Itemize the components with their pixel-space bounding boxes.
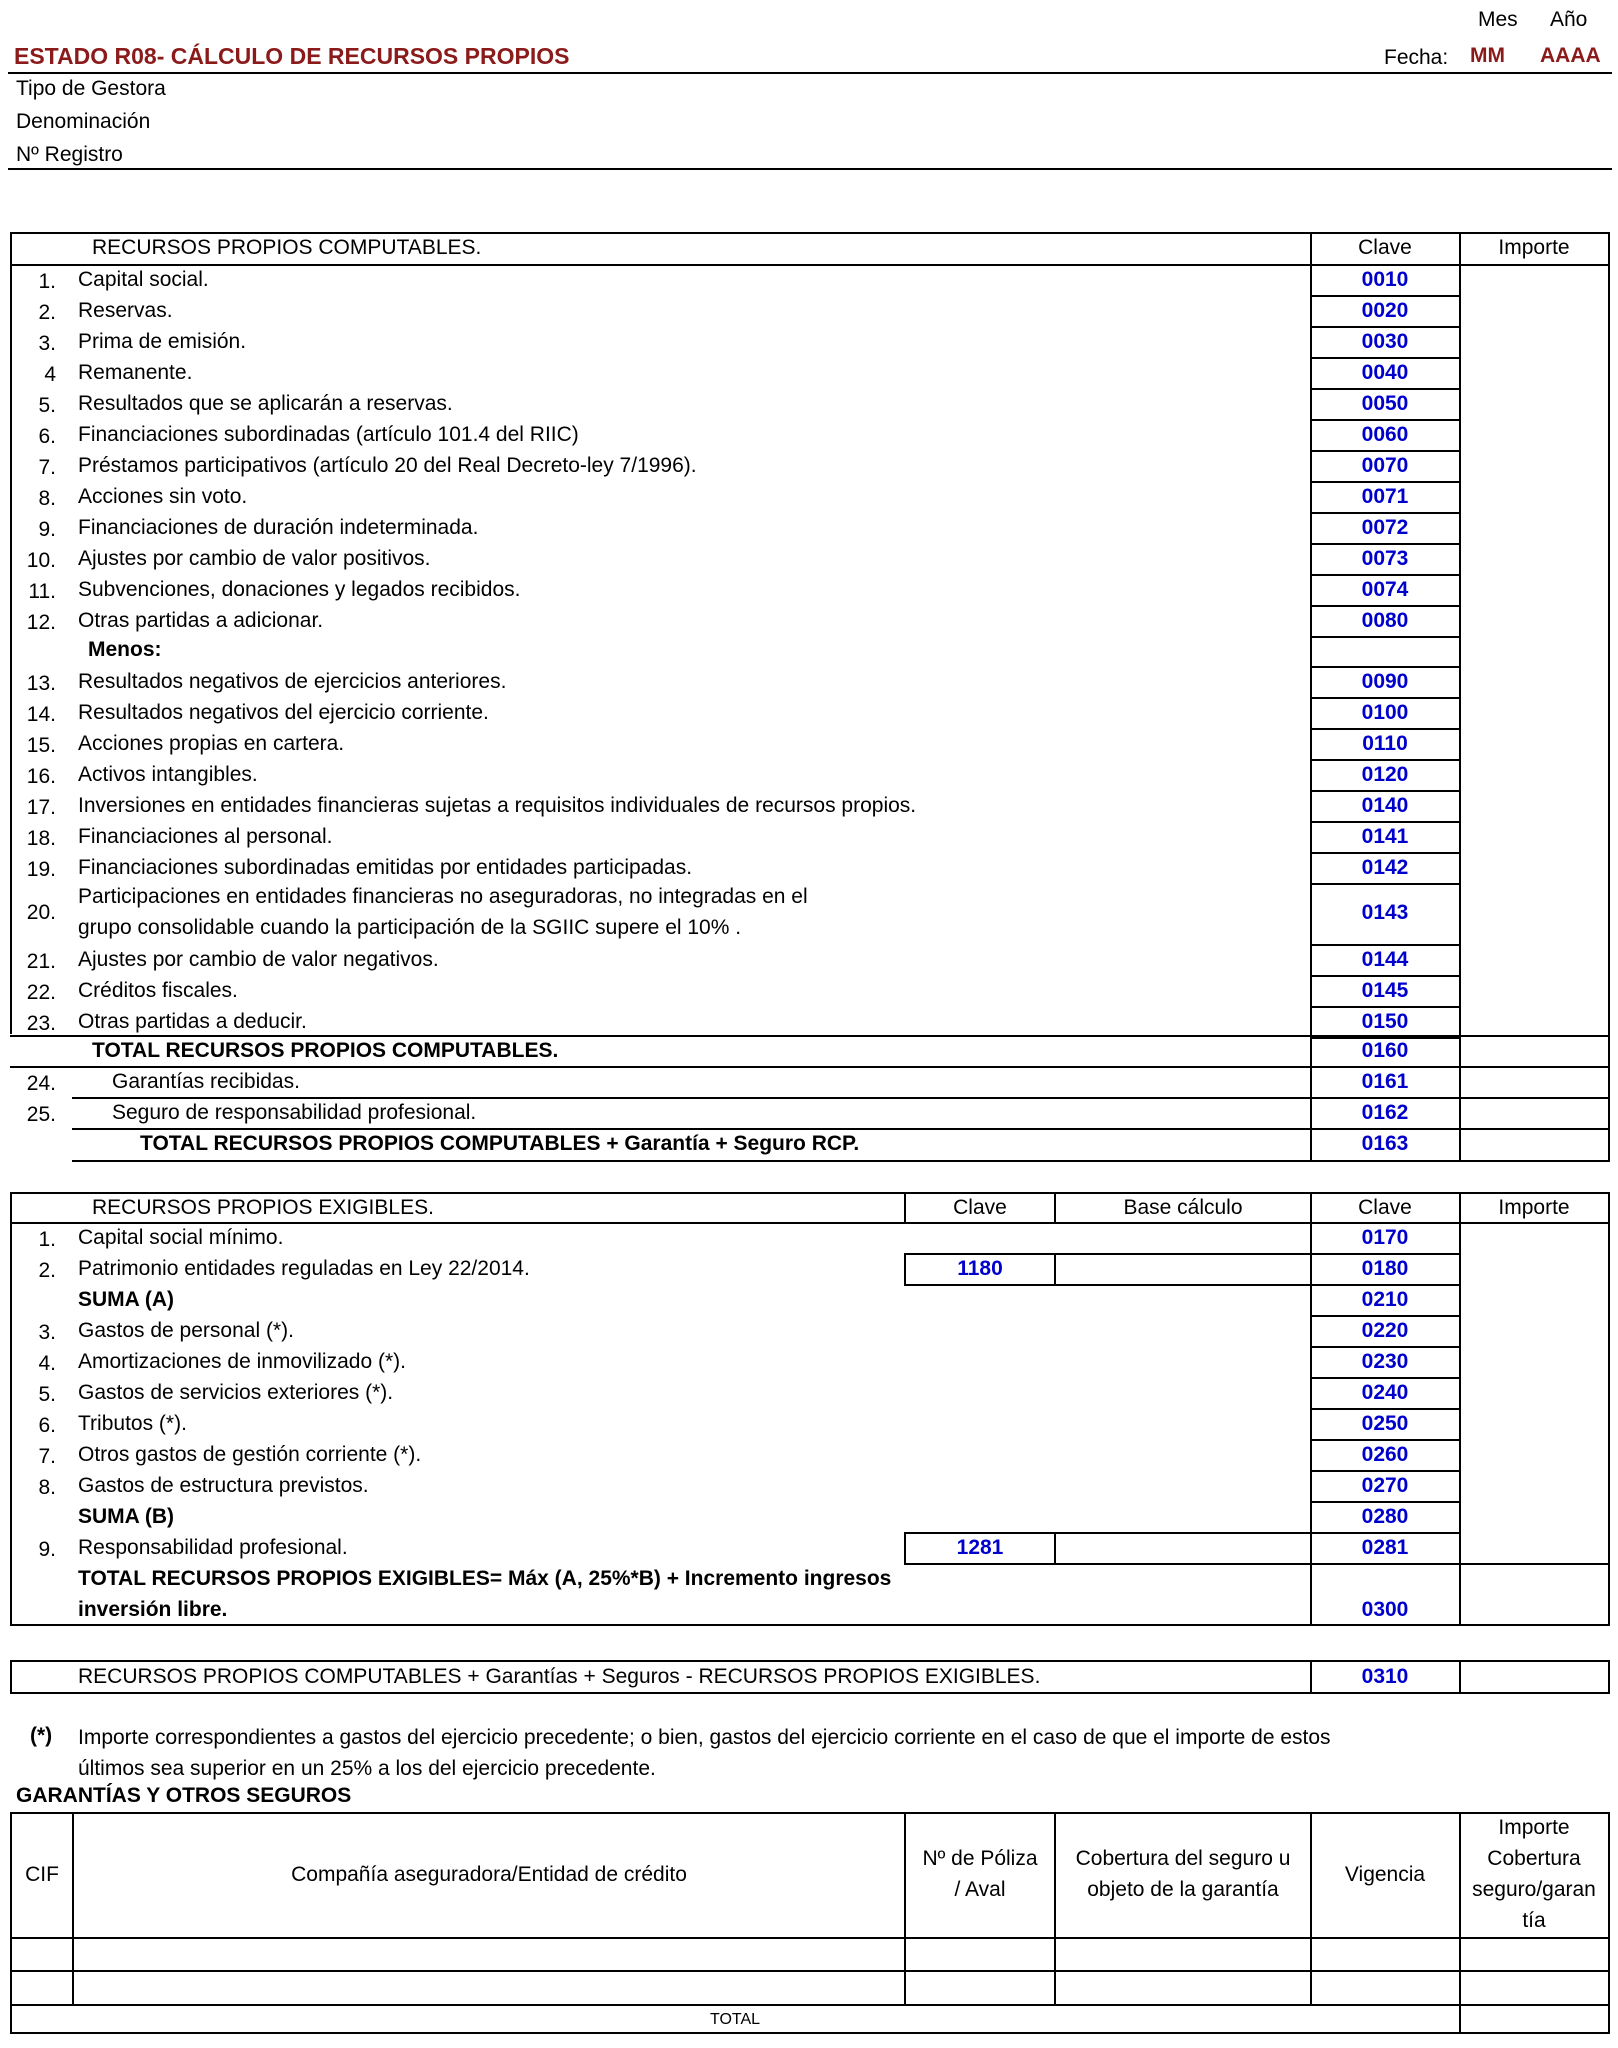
- row-divider: [1310, 388, 1460, 390]
- col-cobertura-2: objeto de la garantía: [1087, 1878, 1279, 1901]
- row-number: 6.: [38, 1414, 56, 1437]
- row-divider: [1310, 1377, 1460, 1379]
- row-number: 14.: [26, 703, 56, 726]
- row-divider: [1310, 759, 1460, 761]
- garantias-total-label: TOTAL: [709, 2011, 761, 2028]
- row-code: 0150: [1361, 1010, 1409, 1033]
- mes-label: Mes: [1478, 8, 1518, 31]
- row-number: 9.: [38, 518, 56, 541]
- code-0163: 0163: [1361, 1132, 1409, 1155]
- menos-label: Menos:: [88, 638, 162, 661]
- row-label: Financiaciones subordinadas emitidas por entidades participadas.: [78, 856, 693, 879]
- garantias-title: GARANTÍAS Y OTROS SEGUROS: [16, 1784, 352, 1807]
- row-divider: [1310, 883, 1460, 885]
- row-label: Otras partidas a deducir.: [78, 1010, 307, 1033]
- row-number: 3.: [38, 1321, 56, 1344]
- row-label: Otras partidas a adicionar.: [78, 609, 324, 632]
- row-code: 0110: [1362, 732, 1408, 755]
- row-label: Resultados que se aplicarán a reservas.: [78, 392, 453, 415]
- row-divider: [1310, 419, 1460, 421]
- row-code: 0070: [1361, 454, 1409, 477]
- row-label: Ajustes por cambio de valor negativos.: [78, 948, 439, 971]
- total-computables-label: TOTAL RECURSOS PROPIOS COMPUTABLES.: [92, 1039, 559, 1062]
- row-label: Reservas.: [78, 299, 173, 322]
- row-label: Acciones sin voto.: [78, 485, 248, 508]
- fecha-label: Fecha:: [1384, 46, 1449, 69]
- code-0310: 0310: [1361, 1665, 1409, 1688]
- col-importe-4: tía: [1522, 1909, 1546, 1932]
- col-importe-1: Importe: [1498, 1816, 1570, 1839]
- row-code: 0030: [1361, 330, 1409, 353]
- row-divider: [1310, 574, 1460, 576]
- row-code: 0060: [1361, 423, 1409, 446]
- row25-label: Seguro de responsabilidad profesional.: [112, 1101, 477, 1124]
- title-divider: [8, 72, 1612, 74]
- row-code: 0074: [1361, 578, 1409, 601]
- row-number: 7.: [38, 1445, 56, 1468]
- col-cobertura-1: Cobertura del seguro u: [1075, 1847, 1291, 1870]
- row-number: 18.: [26, 827, 56, 850]
- code-0300: 0300: [1361, 1598, 1409, 1621]
- col-importe-2: Cobertura: [1487, 1847, 1581, 1870]
- code-0280: 0280: [1361, 1505, 1409, 1528]
- code-0143: 0143: [1361, 901, 1409, 924]
- row-label: Prima de emisión.: [78, 330, 247, 353]
- row-number: 16.: [26, 765, 56, 788]
- row20-line1: Participaciones en entidades financieras no aseguradoras, no integradas en el: [78, 885, 808, 908]
- row-label: Financiaciones al personal.: [78, 825, 333, 848]
- row-code: 0145: [1361, 979, 1409, 1002]
- row-code: 0220: [1361, 1319, 1409, 1342]
- row20-line2: grupo consolidable cuando la participación de la SGIIC supere el 10% .: [78, 916, 742, 939]
- registro-label: Nº Registro: [16, 143, 123, 166]
- row-label: Ajustes por cambio de valor positivos.: [78, 547, 431, 570]
- garantias-frame: [10, 1812, 1610, 2034]
- exigibles-clave2-header: Clave: [1358, 1196, 1412, 1219]
- row-label: Gastos de estructura previstos.: [78, 1474, 369, 1497]
- diferencia-label: RECURSOS PROPIOS COMPUTABLES + Garantías + Seguros - RECURSOS PROPIOS EXIGIBLES.: [78, 1665, 1041, 1688]
- row-label: Financiaciones subordinadas (artículo 101.4 del RIIC): [78, 423, 579, 446]
- row-divider: [1310, 295, 1460, 297]
- row-divider: [1310, 605, 1460, 607]
- row-code: 0144: [1361, 948, 1409, 971]
- code-1180: 1180: [957, 1257, 1003, 1280]
- row-number: 7.: [38, 456, 56, 479]
- row-divider: [1310, 1470, 1460, 1472]
- row-number: 4: [44, 363, 56, 386]
- suma-a-label: SUMA (A): [78, 1288, 175, 1311]
- row-code: 0270: [1361, 1474, 1409, 1497]
- row-divider: [1310, 821, 1460, 823]
- row-number: 17.: [26, 796, 56, 819]
- row-number: 10.: [26, 549, 56, 572]
- row-divider: [1310, 357, 1460, 359]
- row-number: 5.: [38, 1383, 56, 1406]
- row-label: Gastos de personal (*).: [78, 1319, 294, 1342]
- row-label: Otros gastos de gestión corriente (*).: [78, 1443, 422, 1466]
- row-label: Subvenciones, donaciones y legados recibidos.: [78, 578, 521, 601]
- row-number: 15.: [26, 734, 56, 757]
- row-code: 0040: [1361, 361, 1409, 384]
- row-code: 0080: [1361, 609, 1409, 632]
- row-divider: [1310, 697, 1460, 699]
- row-code: 0020: [1361, 299, 1409, 322]
- col-vigencia: Vigencia: [1344, 1863, 1426, 1886]
- row-label: Amortizaciones de inmovilizado (*).: [78, 1350, 406, 1373]
- row-number: 21.: [26, 950, 56, 973]
- row-label: Tributos (*).: [78, 1412, 187, 1435]
- row-divider: [1310, 481, 1460, 483]
- base-calculo-header: Base cálculo: [1123, 1196, 1243, 1219]
- row-number: 19.: [26, 858, 56, 881]
- row-label: Gastos de servicios exteriores (*).: [78, 1381, 394, 1404]
- code-0162: 0162: [1361, 1101, 1409, 1124]
- code-0180: 0180: [1361, 1257, 1409, 1280]
- anio-label: Año: [1550, 8, 1588, 31]
- row-divider: [1310, 636, 1460, 638]
- code-0170: 0170: [1361, 1226, 1409, 1249]
- row-number: 1.: [38, 270, 56, 293]
- row-number: 3.: [38, 332, 56, 355]
- row-divider: [1310, 512, 1460, 514]
- exig-row1-label: Capital social mínimo.: [78, 1226, 284, 1249]
- mes-value[interactable]: MM: [1470, 44, 1505, 67]
- row-code: 0072: [1361, 516, 1409, 539]
- total2-label: TOTAL RECURSOS PROPIOS COMPUTABLES + Garantía + Seguro RCP.: [140, 1132, 860, 1155]
- row-code: 0230: [1361, 1350, 1409, 1373]
- row-number: 22.: [26, 981, 56, 1004]
- row-divider: [1310, 790, 1460, 792]
- row-number: 6.: [38, 425, 56, 448]
- row-code: 0250: [1361, 1412, 1409, 1435]
- row24-label: Garantías recibidas.: [112, 1070, 300, 1093]
- suma-b-label: SUMA (B): [78, 1505, 175, 1528]
- anio-value[interactable]: AAAA: [1540, 44, 1601, 67]
- row-code: 0140: [1361, 794, 1409, 817]
- row-divider: [1310, 326, 1460, 328]
- row-code: 0100: [1361, 701, 1409, 724]
- exig-row9-label: Responsabilidad profesional.: [78, 1536, 348, 1559]
- code-0281: 0281: [1361, 1536, 1409, 1559]
- row-number: 5.: [38, 394, 56, 417]
- row-divider: [1310, 852, 1460, 854]
- total-exigibles-line2: inversión libre.: [78, 1598, 228, 1621]
- row-code: 0120: [1361, 763, 1409, 786]
- row-code: 0260: [1361, 1443, 1409, 1466]
- col-compania: Compañía aseguradora/Entidad de crédito: [291, 1863, 687, 1886]
- row-code: 0010: [1361, 268, 1409, 291]
- row-label: Activos intangibles.: [78, 763, 258, 786]
- nota-line2: últimos sea superior en un 25% a los del ejercicio precedente.: [78, 1757, 656, 1780]
- page-title: ESTADO R08- CÁLCULO DE RECURSOS PROPIOS: [14, 43, 570, 69]
- col-cif: CIF: [25, 1863, 59, 1886]
- exigibles-title: RECURSOS PROPIOS EXIGIBLES.: [92, 1196, 434, 1219]
- code-0210: 0210: [1361, 1288, 1409, 1311]
- exig-row2-label: Patrimonio entidades reguladas en Ley 22/2014.: [78, 1257, 530, 1280]
- row-divider: [1310, 975, 1460, 977]
- row-code: 0141: [1361, 825, 1409, 848]
- row-code: 0071: [1361, 485, 1409, 508]
- code-0161: 0161: [1361, 1070, 1409, 1093]
- col-poliza-1: Nº de Póliza: [922, 1847, 1038, 1870]
- row-label: Préstamos participativos (artículo 20 del Real Decreto-ley 7/1996).: [78, 454, 697, 477]
- clave-header: Clave: [1358, 236, 1412, 259]
- row-number: 13.: [26, 672, 56, 695]
- row-code: 0073: [1361, 547, 1409, 570]
- row-divider: [1310, 1501, 1460, 1503]
- row-code: 0240: [1361, 1381, 1409, 1404]
- exigibles-clave-header: Clave: [953, 1196, 1007, 1219]
- row-number: 8.: [38, 487, 56, 510]
- row-label: Inversiones en entidades financieras sujetas a requisitos individuales de recursos propios.: [78, 794, 917, 817]
- form-page: Mes Año ESTADO R08- CÁLCULO DE RECURSOS PROPIOS Fecha: MM AAAA Tipo de Gestora Denominación Nº Registro RECURSOS PROPIOS COMPUTABLES. Clave Importe 1. Capital social. 0010 2. Reservas. 0020 3. Prima de emisión. 0030 4 Remanente. 0040 5. Resultados que se aplicarán a reservas. 0050 6. Financiaciones subordinadas (artículo 101.4 del RIIC) 0060 7. Préstamos participativos (artículo 20 del Real Decreto-ley 7/1996). 0070 8. Acciones sin voto. 0071 9. Financiaciones de duración indeterminada. 0072 10. Ajustes por cambio de valor positivos. 0073 11. Subvenciones, donaciones y legados recibidos. 0074 12. Otras partidas a adicionar. 0080 Menos: 13. Resultados negativos de ejercicios anteriores. 0090 14. Resultados negativos del ejercicio corriente. 0100 15. Acciones propias en cartera. 0110 16. Activos intangibles. 0120 17. Inversiones en entidades financieras sujetas a requisitos individuales de recursos propios. 0140 18. Financiaciones al personal. 0141 19. Financiaciones subordinadas emitidas por entidades participadas. 0142 20. Participaciones en entidades financieras no aseguradoras, no integradas en el grupo consolidable cuando la participación de la SGIIC supere el 10% . 0143 21. Ajustes por cambio de valor negativos. 0144 22. Créditos fiscales. 0145 23. Otras partidas a deducir. 0150 TOTAL RECURSOS PROPIOS COMPUTABLES. 0160 24. Garantías recibidas. 0161 25. Seguro de responsabilidad profesional. 0162 TOTAL RECURSOS PROPIOS COMPUTABLES + Garantía + Seguro RCP. 0163 RECURSOS PROPIOS EXIGIBLES. Clave Base cálculo Clave Importe 1. Capital social mínimo. 0170 2. Patrimonio entidades reguladas en Ley 22/2014. 1180 0180 SUMA (A) 0210 3. Gastos de personal (*). 0220 4. Amortizaciones de inmovilizado (*). 0230 5. Gastos de servicios exteriores (*). 0240 6. Tributos (*). 0250 7. Otros gastos de gestión corriente (*). 0260 8. Gastos de estructura previstos. 0270 SUMA (B) 0280 9. Responsabilidad profesional. 1281 0281 TOTAL RECURSOS PROPIOS EXIGIBLES= Máx (A, 25%*B) + Incremento ingresos inversión libre. 0300 RECURSOS PROPIOS COMPUTABLES + Garantías + Seguros - RECURSOS PROPIOS EXIGIBLES. 0310 (*) Importe correspondientes a gastos del ejercicio precedente; o bien, gastos del ejercicio corriente en el caso de que el importe de estos últimos sea superior en un 25% a los del ejercicio precedente. GARANTÍAS Y OTROS SEGUROS CIF Compañía aseguradora/Entidad de crédito Nº de Póliza / Aval Cobertura del seguro u objeto de la garantía Vigencia Importe Cobertura seguro/garan tía TOTAL: [0, 0, 1618, 2048]
- row-number: 4.: [38, 1352, 56, 1375]
- row-number: 8.: [38, 1476, 56, 1499]
- col-importe-3: seguro/garan: [1472, 1878, 1596, 1901]
- denominacion-label: Denominación: [16, 110, 151, 133]
- row-divider: [1310, 1439, 1460, 1441]
- code-0160: 0160: [1361, 1039, 1409, 1062]
- row-number: 2.: [38, 301, 56, 324]
- row-divider: [1310, 1346, 1460, 1348]
- code-1281: 1281: [956, 1536, 1004, 1559]
- col-poliza-2: / Aval: [954, 1878, 1006, 1901]
- nota-line1: Importe correspondientes a gastos del ejercicio precedente; o bien, gastos del ejercicio corriente en el caso de que el importe de estos: [78, 1726, 1331, 1749]
- exigibles-importe-header: Importe: [1498, 1196, 1570, 1219]
- row-code: 0142: [1361, 856, 1409, 879]
- row-label: Resultados negativos de ejercicios anteriores.: [78, 670, 507, 693]
- tipo-gestora-label: Tipo de Gestora: [16, 77, 166, 100]
- importe-header: Importe: [1498, 236, 1570, 259]
- row-label: Financiaciones de duración indeterminada.: [78, 516, 479, 539]
- row-label: Capital social.: [78, 268, 209, 291]
- row-label: Acciones propias en cartera.: [78, 732, 345, 755]
- row-number: 11.: [28, 580, 56, 603]
- nota-marker: (*): [30, 1724, 53, 1747]
- row-divider: [1310, 728, 1460, 730]
- row-number: 12.: [26, 611, 56, 634]
- row-divider: [1310, 1006, 1460, 1008]
- row-number: 23.: [26, 1012, 56, 1035]
- row-label: Remanente.: [78, 361, 193, 384]
- row-label: Créditos fiscales.: [78, 979, 238, 1002]
- row-divider: [1310, 543, 1460, 545]
- header-divider: [8, 168, 1612, 170]
- row-code: 0050: [1361, 392, 1409, 415]
- computables-title: RECURSOS PROPIOS COMPUTABLES.: [92, 236, 482, 259]
- row-divider: [1310, 1408, 1460, 1410]
- total-exigibles-line1: TOTAL RECURSOS PROPIOS EXIGIBLES= Máx (A, 25%*B) + Incremento ingresos: [78, 1567, 892, 1590]
- row-label: Resultados negativos del ejercicio corriente.: [78, 701, 489, 724]
- row-divider: [1310, 450, 1460, 452]
- row-code: 0090: [1361, 670, 1409, 693]
